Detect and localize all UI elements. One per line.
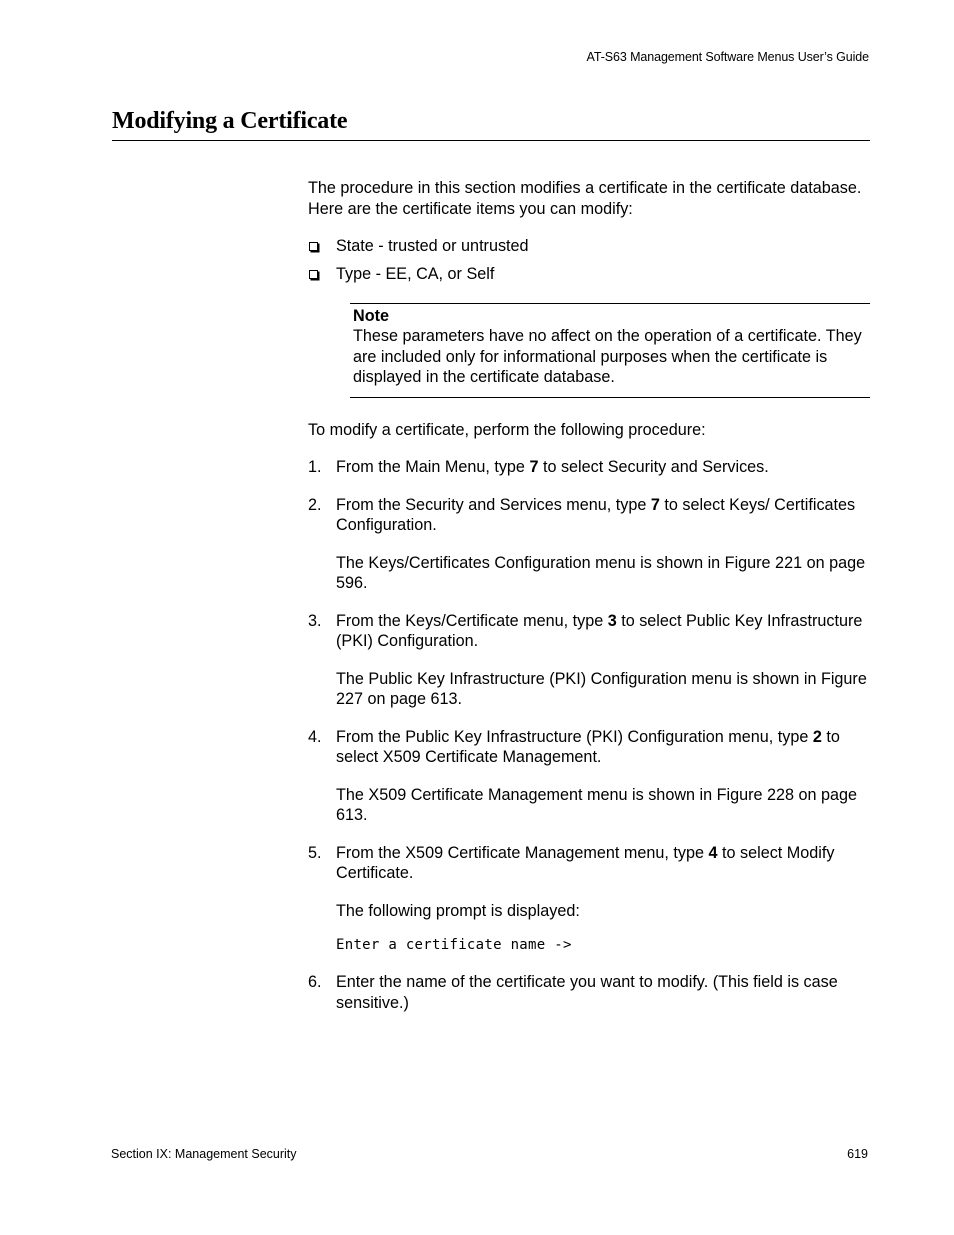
step-number: 3. <box>308 611 322 630</box>
running-header: AT-S63 Management Software Menus User’s Guide <box>586 50 869 64</box>
procedure-steps <box>308 457 870 1013</box>
menu-key: 4 <box>708 843 718 862</box>
page-number: 619 <box>847 1147 868 1161</box>
step-note: The Public Key Infrastructure (PKI) Configuration menu is shown in Figure 227 on page 613. <box>336 669 867 708</box>
step-item <box>308 972 870 1013</box>
step-text: From the X509 Certificate Management menu, type <box>336 843 709 862</box>
step-text: to select Public Key Infrastructure (PKI) Configuration. <box>336 611 863 650</box>
step-text: to select X509 Certificate Management. <box>336 727 840 766</box>
checkbox-bullet-icon <box>309 270 318 279</box>
step-item <box>308 727 870 826</box>
footer-section: Section IX: Management Security <box>111 1147 297 1161</box>
note-box <box>350 303 870 398</box>
title-rule <box>112 140 870 141</box>
page-title: Modifying a Certificate <box>112 108 348 134</box>
intro-paragraph: The procedure in this section modifies a certificate in the certificate database. Here are the certificate items you can modify: <box>308 179 862 218</box>
step-text: From the Public Key Infrastructure (PKI) Configuration menu, type <box>336 727 813 746</box>
step-number: 4. <box>308 727 322 746</box>
step-number: 1. <box>308 458 322 476</box>
note-text: These parameters have no affect on the operation of a certificate. They are included only for informational purposes when the certificate is displayed in the certificate database. <box>353 327 862 386</box>
step-note: The X509 Certificate Management menu is shown in Figure 228 on page 613. <box>336 785 858 824</box>
step-text: to select Keys/ Certificates Configuration. <box>336 495 856 534</box>
list-item-text: State - trusted or untrusted <box>336 237 529 255</box>
menu-key: 2 <box>812 727 822 746</box>
procedure-lead: To modify a certificate, perform the following procedure: <box>308 420 706 439</box>
step-item <box>308 457 870 478</box>
console-prompt: Enter a certificate name -> <box>336 937 572 953</box>
step-number: 5. <box>308 843 322 862</box>
step-text: to select Modify Certificate. <box>336 843 835 882</box>
note-label: Note <box>353 306 389 325</box>
step-text: From the Security and Services menu, type <box>336 495 651 514</box>
step-note: The following prompt is displayed: <box>336 901 580 920</box>
step-text: to select Security and Services. <box>538 458 769 476</box>
step-number: 2. <box>308 495 322 514</box>
step-item <box>308 611 870 710</box>
menu-key: 3 <box>607 611 617 630</box>
step-text: From the Main Menu, type <box>336 458 530 476</box>
menu-key: 7 <box>529 458 539 476</box>
list-item <box>308 264 870 285</box>
list-item <box>308 236 870 257</box>
step-number: 6. <box>308 973 322 991</box>
step-item <box>308 495 870 594</box>
step-item <box>308 843 870 956</box>
menu-key: 7 <box>650 495 660 514</box>
step-note: The Keys/Certificates Configuration menu is shown in Figure 221 on page 596. <box>336 553 866 592</box>
step-text: Enter the name of the certificate you want to modify. (This field is case sensitive.) <box>336 973 838 1012</box>
list-item-text: Type - EE, CA, or Self <box>336 265 495 283</box>
body-content <box>308 178 870 1030</box>
modifiable-items-list <box>308 236 870 285</box>
checkbox-bullet-icon <box>309 242 318 251</box>
step-text: From the Keys/Certificate menu, type <box>336 611 608 630</box>
